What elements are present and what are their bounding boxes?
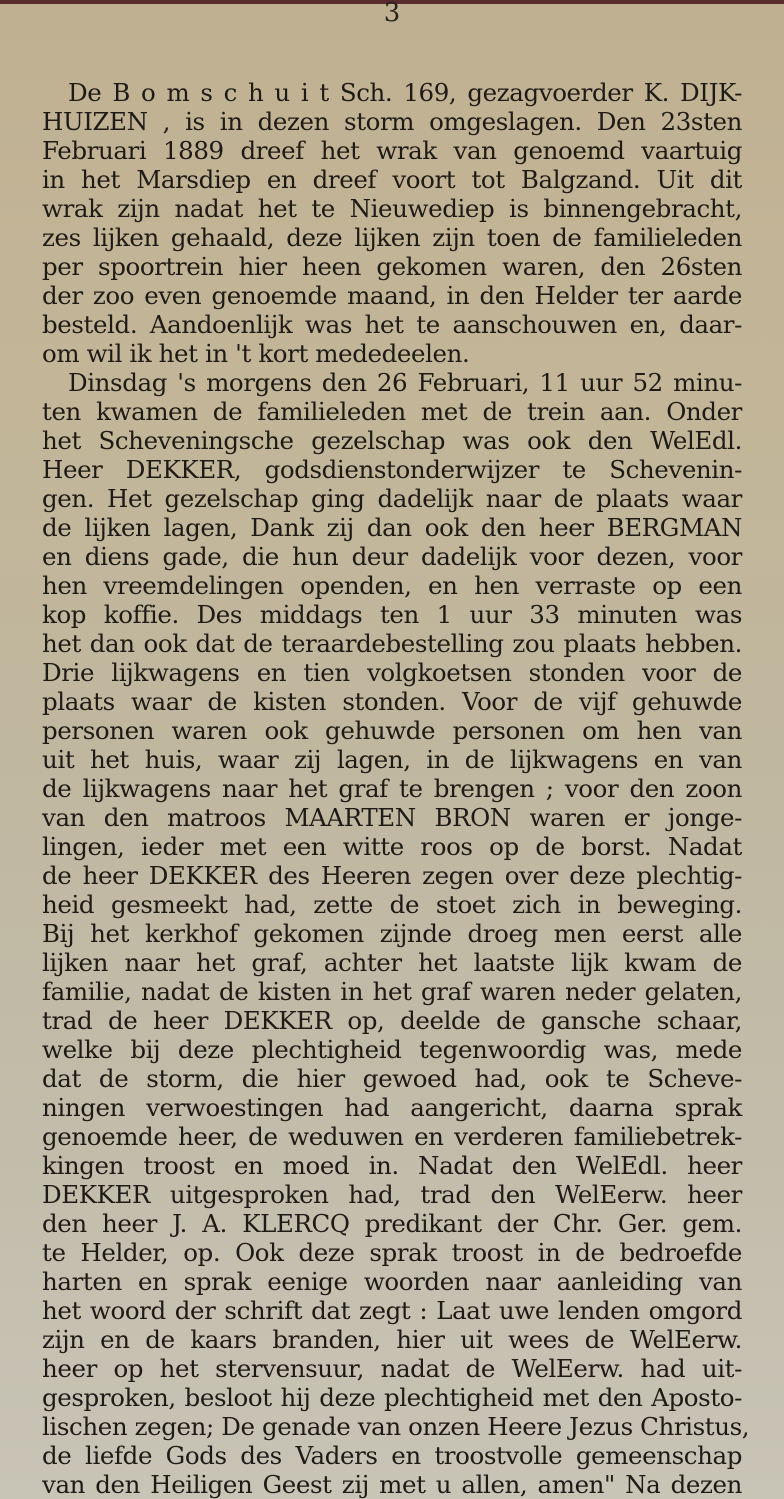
text-line: harten en sprak eenige woorden naar aanleiding van <box>42 1267 742 1296</box>
text-line: genoemde heer, de weduwen en verderen familiebetrek- <box>42 1122 742 1151</box>
text-line: de heer DEKKER des Heeren zegen over deze plechtig- <box>42 861 742 890</box>
text-line: ningen verwoestingen had aangericht, daarna sprak <box>42 1093 742 1122</box>
text-line: De B o m s c h u i t Sch. 169, gezagvoerder K. DIJK- <box>68 78 742 107</box>
text-line: de lijkwagens naar het graf te brengen ; voor den zoon <box>42 774 742 803</box>
text-line: heer op het stervensuur, nadat de WelEerw. had uit- <box>42 1354 742 1383</box>
text-line: Drie lijkwagens en tien volgkoetsen stonden voor de <box>42 658 742 687</box>
text-line: gesproken, besloot hij deze plechtigheid met den Aposto- <box>42 1383 742 1412</box>
text-line: uit het huis, waar zij lagen, in de lijkwagens en van <box>42 745 742 774</box>
text-line: het Scheveningsche gezelschap was ook den WelEdl. <box>42 426 742 455</box>
text-line: de lijken lagen, Dank zij dan ook den heer BERGMAN <box>42 513 742 542</box>
text-line: de liefde Gods des Vaders en troostvolle gemeenschap <box>42 1441 742 1470</box>
text-line: lischen zegen; De genade van onzen Heere Jezus Christus, <box>42 1412 750 1441</box>
text-line: Heer DEKKER, godsdienstonderwijzer te Schevenin- <box>42 455 742 484</box>
text-line: zes lijken gehaald, deze lijken zijn toen de familieleden <box>42 223 742 252</box>
paragraph-shipwreck <box>42 78 742 368</box>
article-body <box>42 78 750 1499</box>
text-line: Bij het kerkhof gekomen zijnde droeg men eerst alle <box>42 919 742 948</box>
text-line: gen. Het gezelschap ging dadelijk naar de plaats waar <box>42 484 742 513</box>
text-line: Dinsdag 's morgens den 26 Februari, 11 uur 52 minu- <box>68 368 742 397</box>
text-line: lijken naar het graf, achter het laatste lijk kwam de <box>42 948 742 977</box>
paragraph-funeral <box>42 368 750 1499</box>
text-line: en diens gade, die hun deur dadelijk voor dezen, voor <box>42 542 742 571</box>
text-line: trad de heer DEKKER op, deelde de gansche schaar, <box>42 1006 742 1035</box>
text-line: in het Marsdiep en dreef voort tot Balgzand. Uit dit <box>42 165 742 194</box>
text-line: lingen, ieder met een witte roos op de borst. Nadat <box>42 832 742 861</box>
text-line: den heer J. A. KLERCQ predikant der Chr. Ger. gem. <box>42 1209 742 1238</box>
text-line: kingen troost en moed in. Nadat den WelEdl. heer <box>42 1151 742 1180</box>
text-line: personen waren ook gehuwde personen om hen van <box>42 716 742 745</box>
text-line: familie, nadat de kisten in het graf waren neder gelaten, <box>42 977 742 1006</box>
text-line: zijn en de kaars branden, hier uit wees de WelEerw. <box>42 1325 742 1354</box>
text-line: der zoo even genoemde maand, in den Helder ter aarde <box>42 281 742 310</box>
text-line: welke bij deze plechtigheid tegenwoordig was, mede <box>42 1035 742 1064</box>
text-line: heid gesmeekt had, zette de stoet zich in beweging. <box>42 890 742 919</box>
text-line: van den matroos MAARTEN BRON waren er jonge- <box>42 803 742 832</box>
text-line: te Helder, op. Ook deze sprak troost in de bedroefde <box>42 1238 742 1267</box>
text-line: om wil ik het in 't kort mededeelen. <box>42 339 470 368</box>
text-line: besteld. Aandoenlijk was het te aanschouwen en, daar- <box>42 310 742 339</box>
text-line: plaats waar de kisten stonden. Voor de vijf gehuwde <box>42 687 742 716</box>
text-line: HUIZEN , is in dezen storm omgeslagen. Den 23sten <box>42 107 742 136</box>
text-line: van den Heiligen Geest zij met u allen, amen" Na dezen <box>42 1470 742 1499</box>
text-line: het dan ook dat de teraardebestelling zou plaats hebben. <box>42 629 742 658</box>
text-line: dat de storm, die hier gewoed had, ook te Scheve- <box>42 1064 742 1093</box>
text-line: hen vreemdelingen openden, en hen verraste op een <box>42 571 742 600</box>
text-line: kop koffie. Des middags ten 1 uur 33 minuten was <box>42 600 742 629</box>
text-line: ten kwamen de familieleden met de trein aan. Onder <box>42 397 742 426</box>
text-line: DEKKER uitgesproken had, trad den WelEerw. heer <box>42 1180 742 1209</box>
text-line: het woord der schrift dat zegt : Laat uwe lenden omgord <box>42 1296 742 1325</box>
text-line: Februari 1889 dreef het wrak van genoemd vaartuig <box>42 136 742 165</box>
text-line: per spoortrein hier heen gekomen waren, den 26sten <box>42 252 742 281</box>
page-number: 3 <box>383 0 401 28</box>
text-line: wrak zijn nadat het te Nieuwediep is binnengebracht, <box>42 194 742 223</box>
